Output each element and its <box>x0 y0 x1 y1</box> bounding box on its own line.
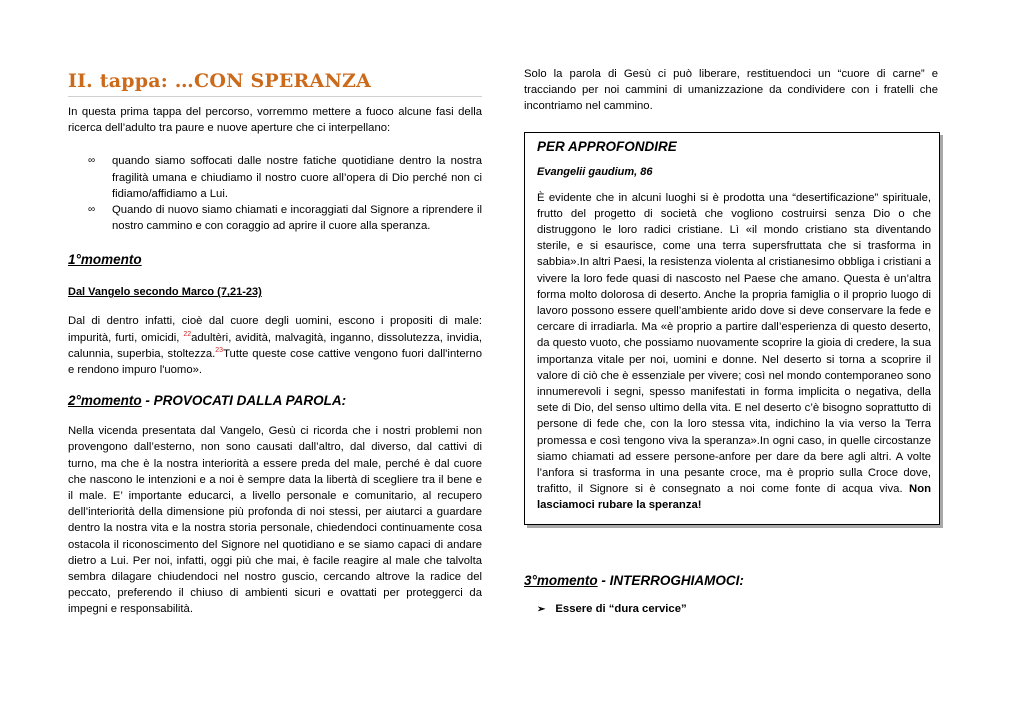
bullet-list <box>68 153 482 234</box>
gospel-source: Dal Vangelo secondo Marco (7,21-23) <box>68 286 262 299</box>
moment1-heading: 1°momento <box>68 252 142 268</box>
approfondire-box <box>524 132 940 525</box>
infinity-bullet-icon: ∞ <box>88 155 96 167</box>
right-intro-paragraph: Solo la parola di Gesù ci può liberare, restituendoci un “cuore di carne” e tracciando per noi cammini di umanizzazione da condividere con i fratelli che incontriamo nel cammino. <box>524 68 938 113</box>
box-reference: Evangelii gaudium, 86 <box>537 165 653 178</box>
list-item: ∞ quando siamo soffocati dalle nostre fatiche quotidiane dentro la nostra fragilità umana e chiudiamo il nostro cuore all’opera di Dio perché non ci fidiamo/affidiamo a Lui. <box>88 155 482 200</box>
moment3-heading: 3°momento - INTERROGHIAMOCI: <box>524 572 744 588</box>
list-item: ∞ Quando di nuovo siamo chiamati e incoraggiati dal Signore a riprendere il nostro cammino e con coraggio ad aprire il cuore alla speranza. <box>88 204 482 233</box>
box-heading: PER APPROFONDIRE <box>537 138 677 154</box>
arrow-bullet-icon: ➢ <box>537 603 546 615</box>
moment2-text: Nella vicenda presentata dal Vangelo, Gesù ci ricorda che i nostri problemi non provengono dall’esterno, non sono causati dall’altro, dal diverso, dal cattivi di turno, ma che è la nostra interiorità a essere preda del male, perché è dal cuore che nascono le intenzioni e a noi è sempre data la libertà di scegliere tra il bene e il male. E’ importante educarci, a livello personale e comunitario, al recupero dell’interiorità della dimensione più profonda di noi stessi, per aiutarci a guardare dentro la nostra vita e la nostra storia personale, chiedendoci continuamente cosa ostacola il riconoscimento del Signore nel quotidiano e se siamo capaci di andare dietro a Lui. Per noi, infatti, oggi più che mai, è facile reagire al male che talvolta sembra dilagare chiudendoci nel nostro guscio, cercando altrove la radice del peccato, preferendo il chiuso di ambienti sicuri e ovattati per proteggerci da impegni e responsabilità. <box>68 425 482 616</box>
right-column <box>524 66 938 615</box>
verse-number: 22 <box>183 330 192 338</box>
intro-paragraph: In questa prima tappa del percorso, vorremmo mettere a fuoco alcune fasi della ricerca dell’adulto tra paure e nuove aperture che ci interpellano: <box>68 106 482 135</box>
verse-number: 23 <box>215 347 224 355</box>
box-closing: Non lasciamoci rubare la speranza! <box>537 483 931 512</box>
moment2-heading: 2°momento - PROVOCATI DALLA PAROLA: <box>68 393 347 409</box>
box-text: È evidente che in alcuni luoghi si è prodotta una “desertificazione” spirituale, frutto del progetto di società che vogliono costruirsi senza Dio o che distruggono le loro radici cristiane. Lì «il mondo cristiano sta diventando sterile, e si esaurisce, come una terra supersfruttata che si trasforma in sabbia».In altri Paesi, la resistenza violenta al cristianesimo obbliga i cristiani a vivere la loro fede quasi di nascosto nel Paese che amano. Questa è un’altra forma molto dolorosa di deserto. Anche la propria famiglia o il proprio luogo di lavoro possono essere quell’ambiente arido dove si deve conservare la fede e cercare di irradiarla. Ma «è proprio a partire dall’esperienza di questo deserto, da questo vuoto, che possiamo nuovamente scoprire la gioia di credere, la sua importanza vitale per noi, uomini e donne. Nel deserto si torna a scoprire il valore di ciò che è essenziale per vivere; così nel mondo contemporaneo sono innumerevoli i segni, spesso manifestati in forma implicita o negativa, della sete di Dio, del senso ultimo della vita. E nel deserto c’è bisogno soprattutto di persone di fede che, con la loro stessa vita, indichino la via verso la Terra promessa e così tengono viva la speranza».In ogni caso, in quelle circostanze siamo chiamati ad essere persone-anfore per dare da bere agli altri. A volte l’anfora si trasforma in una pesante croce, ma è proprio sulla Croce dove, trafitto, il Signore si è consegnato a noi come fonte di acqua viva. Non lasciamoci rubare la speranza! <box>537 191 931 512</box>
left-column <box>68 66 482 618</box>
gospel-text: Dal di dentro infatti, cioè dal cuore degli uomini, escono i propositi di male: impurità, furti, omicidi, $^{22}$adultèri, avidità, malvagità, inganno, dissolutezza, invidia, calunnia, superbia, stoltezza.$^{23}$Tutte queste cose cattive vengono fuori dall'interno e rendono impuro l'uomo». <box>68 315 483 377</box>
moment3-item: ➢ Essere di “dura cervice” <box>537 602 687 615</box>
page-title: II. tappa: …CON SPERANZA <box>68 70 482 97</box>
infinity-bullet-icon: ∞ <box>88 204 96 216</box>
